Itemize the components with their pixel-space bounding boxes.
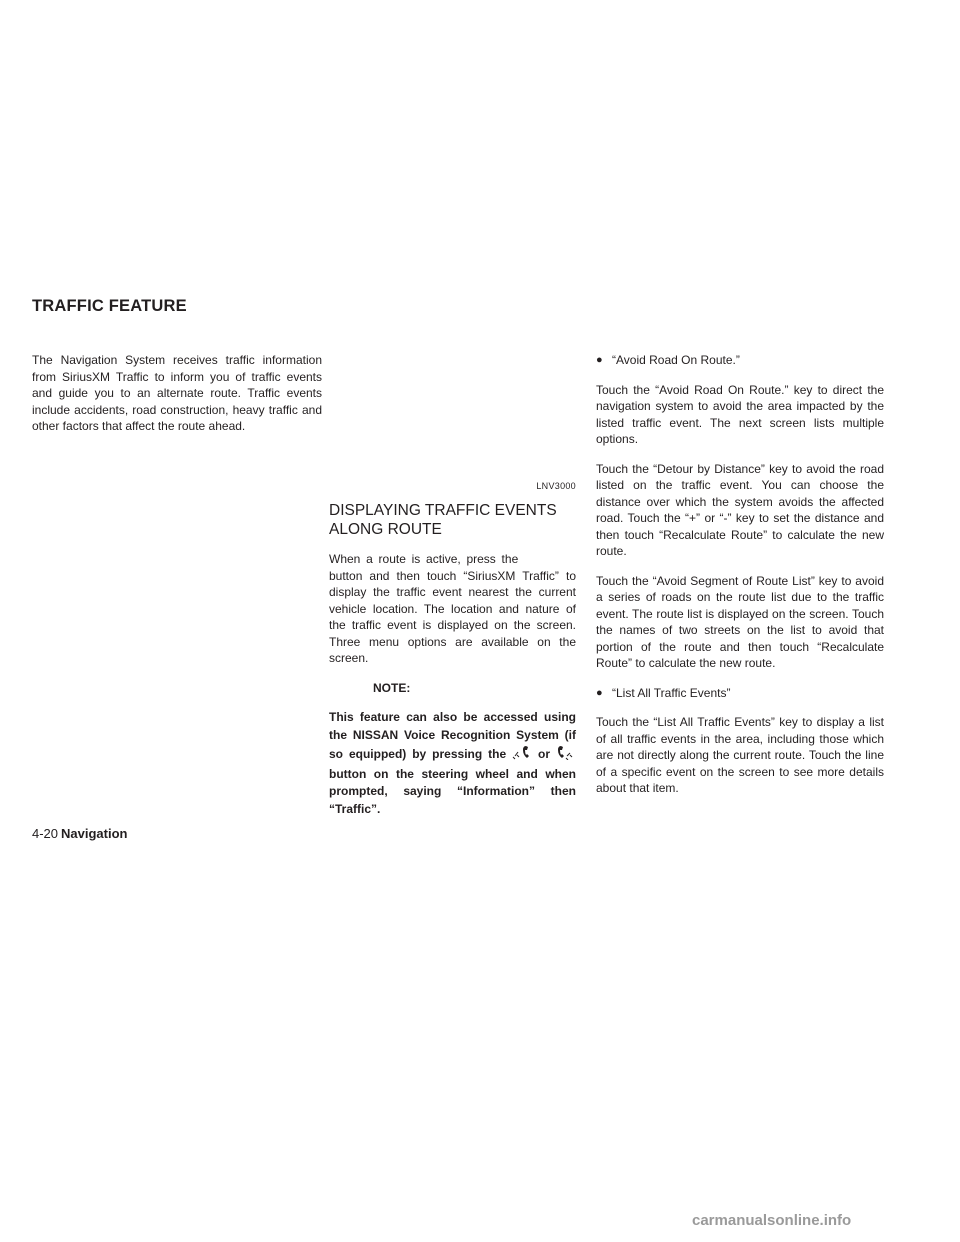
- footer-section: Navigation: [61, 826, 128, 841]
- voice-talk-icon: [512, 744, 532, 766]
- list-events-paragraph: Touch the “List All Traffic Events” key to display a list of all traffic events in the area, including those which are not directly along the current route. Touch the line of a specific event on the screen to see more details about that item.: [596, 715, 884, 795]
- page-footer: [32, 826, 128, 841]
- active-route-text-a: When a route is active, press the: [329, 552, 519, 566]
- phone-talk-icon: [556, 744, 576, 766]
- subheading: [329, 501, 576, 539]
- page-number: 4-20: [32, 826, 59, 841]
- bullet-avoid-road: [596, 352, 884, 369]
- bullet-avoid-road-text: “Avoid Road On Route.”: [612, 353, 740, 367]
- figure-placeholder: [329, 351, 576, 494]
- active-route-paragraph: [329, 551, 576, 667]
- avoid-road-paragraph: Touch the “Avoid Road On Route.” key to direct the navigation system to avoid the area impacted by the listed traffic event. The next screen lists multiple options.: [596, 382, 884, 446]
- bullet-list-events: [596, 685, 884, 702]
- bullet-list-events-text: “List All Traffic Events”: [612, 685, 731, 700]
- bullet-dot: ●: [596, 686, 603, 699]
- detour-paragraph: Touch the “Detour by Distance” key to avoid the road listed on the traffic event. You can choose the distance over which the system avoids the affected road. Touch the “+” or “-” key to set the distance and then touch “Recalculate Route” to calculate the new route.: [596, 461, 884, 558]
- note-heading: NOTE:: [373, 680, 411, 695]
- note-text-b: button on the steering wheel and when prompted, saying “Information” then “Traffic”.: [329, 766, 576, 816]
- intro-paragraph: The Navigation System receives traffic information from SiriusXM Traffic to inform you of traffic events and guide you to an alternate route. Traffic events include accidents, road construction, heavy traffic and other factors that affect the route ahead.: [32, 353, 322, 433]
- note-body: [329, 709, 576, 818]
- figure-label: LNV3000: [536, 480, 576, 491]
- subheading-line2: ALONG ROUTE: [329, 521, 442, 538]
- segment-paragraph: Touch the “Avoid Segment of Route List” key to avoid a series of roads on the route list due to the traffic event. The route list is displayed on the screen. Touch the names of two streets on the list to avoid that portion of the route and then touch “Recalculate Route” to calculate the new route.: [596, 573, 884, 670]
- note-text-a: This feature can also be accessed using the NISSAN Voice Recognition System (if so equipped) by pressing the: [329, 710, 576, 761]
- watermark: carmanualsonline.info: [692, 1212, 852, 1229]
- note-text-or: or: [538, 747, 551, 761]
- section-title: TRAFFIC FEATURE: [32, 297, 187, 315]
- column-middle: [329, 351, 576, 831]
- bullet-dot: ●: [596, 354, 603, 366]
- column-right: [596, 352, 884, 810]
- subheading-line1: DISPLAYING TRAFFIC EVENTS: [329, 502, 557, 519]
- active-route-text-b: button and then touch “SiriusXM Traffic” to display the traffic event nearest the current vehicle location. The location and nature of the traffic event is displayed on the screen. Three menu options are available on the screen.: [329, 568, 576, 665]
- column-left: [32, 352, 322, 448]
